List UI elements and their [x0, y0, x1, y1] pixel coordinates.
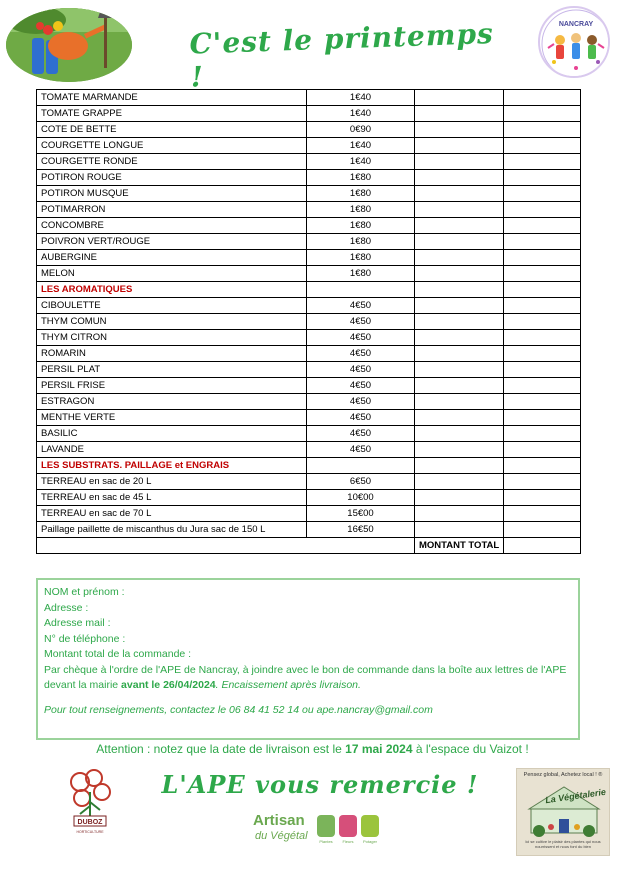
product-price: 1€40	[307, 90, 415, 106]
product-price: 15€00	[307, 506, 415, 522]
artisan-square-label: Plantes	[319, 839, 333, 844]
order-form-box	[36, 578, 580, 740]
product-name: POIVRON VERT/ROUGE	[37, 234, 307, 250]
section-title: LES SUBSTRATS. PAILLAGE et ENGRAIS	[37, 458, 307, 474]
deadline-text: avant le 26/04/2024	[121, 679, 216, 691]
product-name: TOMATE GRAPPE	[37, 106, 307, 122]
product-name: PERSIL PLAT	[37, 362, 307, 378]
quantity-cell[interactable]	[415, 474, 504, 490]
line-total-cell[interactable]	[504, 426, 581, 442]
delivery-notice-suffix: à l'espace du Vaizot !	[415, 742, 529, 756]
product-price: 4€50	[307, 410, 415, 426]
line-total-cell[interactable]	[504, 314, 581, 330]
line-total-cell[interactable]	[504, 506, 581, 522]
table-row	[37, 394, 581, 410]
line-total-cell[interactable]	[504, 522, 581, 538]
table-row	[37, 234, 581, 250]
logo-label: NANCRAY	[558, 21, 594, 28]
children-logo-icon	[540, 8, 610, 78]
product-name: Paillage paillette de miscanthus du Jura sac de 150 L	[37, 522, 307, 538]
contact-info-text: Pour tout renseignements, contactez le 06 84 41 52 14 ou ape.nancray@gmail.com	[44, 703, 433, 716]
product-price	[307, 458, 415, 474]
line-total-cell[interactable]	[504, 138, 581, 154]
section-title: LES AROMATIQUES	[37, 282, 307, 298]
table-row	[37, 90, 581, 106]
email-field-label: Adresse mail :	[44, 617, 111, 629]
product-price: 4€50	[307, 330, 415, 346]
table-row	[37, 170, 581, 186]
phone-field-label: N° de téléphone :	[44, 632, 126, 645]
quantity-cell[interactable]	[415, 154, 504, 170]
line-total-cell[interactable]	[504, 442, 581, 458]
table-row	[37, 186, 581, 202]
line-total-cell[interactable]	[504, 154, 581, 170]
artisan-line2: du Végétal	[255, 830, 308, 842]
product-name: POTIRON MUSQUE	[37, 186, 307, 202]
product-name: TOMATE MARMANDE	[37, 90, 307, 106]
product-name: ROMARIN	[37, 346, 307, 362]
line-total-cell[interactable]	[504, 346, 581, 362]
table-section-row	[37, 458, 581, 474]
product-price: 4€50	[307, 394, 415, 410]
name-field-label: NOM et prénom :	[44, 586, 125, 598]
flower-square-icon	[339, 815, 357, 837]
product-name: LAVANDE	[37, 442, 307, 458]
product-price: 4€50	[307, 346, 415, 362]
product-name: COURGETTE RONDE	[37, 154, 307, 170]
product-price: 4€50	[307, 378, 415, 394]
line-total-cell[interactable]	[504, 266, 581, 282]
page-title: C'est le printemps !	[188, 16, 495, 94]
line-total-cell[interactable]	[504, 490, 581, 506]
quantity-cell[interactable]	[415, 202, 504, 218]
table-row	[37, 442, 581, 458]
table-row	[37, 298, 581, 314]
vegetalerie-bottom-text: Ici se cultive le plaisir des plantes qui nous nourrissent et nous font du bien	[525, 839, 601, 849]
product-price: 4€50	[307, 442, 415, 458]
product-name: POTIRON ROUGE	[37, 170, 307, 186]
product-price: 4€50	[307, 298, 415, 314]
table-row	[37, 250, 581, 266]
order-table	[36, 89, 581, 554]
product-name: PERSIL FRISE	[37, 378, 307, 394]
table-row	[37, 410, 581, 426]
product-price: 4€50	[307, 426, 415, 442]
table-row	[37, 314, 581, 330]
line-total-cell[interactable]	[504, 394, 581, 410]
quantity-cell[interactable]	[415, 186, 504, 202]
payment-text: Par chèque à l'ordre de l'APE de Nancray, à joindre avec le bon de commande dans la boîte aux lettres de l'APE devant la mairie	[44, 663, 567, 691]
product-price: 1€80	[307, 170, 415, 186]
product-name: TERREAU en sac de 20 L	[37, 474, 307, 490]
line-total-cell[interactable]	[504, 122, 581, 138]
vegetalerie-name: La Végétalerie	[544, 786, 607, 806]
product-name: CONCOMBRE	[37, 218, 307, 234]
quantity-cell[interactable]	[415, 426, 504, 442]
garden-illustration-icon	[6, 8, 132, 82]
header-photo-garden	[6, 8, 132, 82]
table-section-row	[37, 282, 581, 298]
delivery-notice	[0, 742, 625, 756]
product-price: 10€00	[307, 490, 415, 506]
artisan-line1: Artisan	[253, 812, 305, 829]
line-total-cell[interactable]	[504, 90, 581, 106]
artisan-square-label: Potager	[362, 839, 377, 844]
table-row	[37, 346, 581, 362]
product-price: 1€40	[307, 106, 415, 122]
quantity-cell[interactable]	[415, 490, 504, 506]
artisan-du-vegetal-logo	[253, 812, 383, 848]
total-row-blank	[37, 538, 415, 554]
product-price: 6€50	[307, 474, 415, 490]
line-total-cell[interactable]	[504, 170, 581, 186]
total-amount-cell[interactable]	[504, 538, 581, 554]
table-row	[37, 426, 581, 442]
table-row	[37, 362, 581, 378]
product-name: BASILIC	[37, 426, 307, 442]
quantity-cell[interactable]	[415, 378, 504, 394]
table-row	[37, 506, 581, 522]
table-row	[37, 122, 581, 138]
order-total-label: Montant total de la commande :	[44, 648, 192, 660]
table-row	[37, 266, 581, 282]
product-name: TERREAU en sac de 45 L	[37, 490, 307, 506]
artisan-square-label: Fleurs	[342, 839, 354, 844]
table-row	[37, 522, 581, 538]
product-name: TERREAU en sac de 70 L	[37, 506, 307, 522]
line-total-cell[interactable]	[504, 458, 581, 474]
table-row	[37, 474, 581, 490]
quantity-cell[interactable]	[415, 394, 504, 410]
product-name: POTIMARRON	[37, 202, 307, 218]
table-row	[37, 218, 581, 234]
table-row	[37, 378, 581, 394]
duboz-sub: HORTICULTURE	[76, 830, 104, 834]
address-field-label: Adresse :	[44, 601, 89, 614]
product-price: 1€80	[307, 266, 415, 282]
product-price: 1€80	[307, 202, 415, 218]
ape-nancray-logo	[538, 6, 610, 78]
quantity-cell[interactable]	[415, 458, 504, 474]
line-total-cell[interactable]	[504, 410, 581, 426]
quantity-cell[interactable]	[415, 410, 504, 426]
product-name: THYM CITRON	[37, 330, 307, 346]
product-price: 1€80	[307, 186, 415, 202]
quantity-cell[interactable]	[415, 138, 504, 154]
quantity-cell[interactable]	[415, 506, 504, 522]
product-price: 4€50	[307, 362, 415, 378]
line-total-cell[interactable]	[504, 362, 581, 378]
product-price: 16€50	[307, 522, 415, 538]
product-price	[307, 282, 415, 298]
table-row	[37, 330, 581, 346]
product-price: 0€90	[307, 122, 415, 138]
product-price: 1€80	[307, 250, 415, 266]
product-name: MENTHE VERTE	[37, 410, 307, 426]
delivery-date: 17 mai 2024	[345, 742, 413, 756]
product-name: COTE DE BETTE	[37, 122, 307, 138]
plant-square-icon	[317, 815, 335, 837]
table-row	[37, 202, 581, 218]
product-name: COURGETTE LONGUE	[37, 138, 307, 154]
line-total-cell[interactable]	[504, 218, 581, 234]
table-row	[37, 490, 581, 506]
vegetalerie-tagline: Pensez global, Achetez local ! ®	[523, 772, 603, 778]
vegetable-square-icon	[361, 815, 379, 837]
quantity-cell[interactable]	[415, 314, 504, 330]
delivery-notice-prefix: Attention : notez que la date de livraison est le	[96, 742, 342, 756]
line-total-cell[interactable]	[504, 186, 581, 202]
quantity-cell[interactable]	[415, 250, 504, 266]
quantity-cell[interactable]	[415, 90, 504, 106]
thanks-message: L'APE vous remercie !	[161, 770, 479, 799]
line-total-cell[interactable]	[504, 106, 581, 122]
quantity-cell[interactable]	[415, 346, 504, 362]
quantity-cell[interactable]	[415, 106, 504, 122]
quantity-cell[interactable]	[415, 362, 504, 378]
line-total-cell[interactable]	[504, 330, 581, 346]
quantity-cell[interactable]	[415, 522, 504, 538]
line-total-cell[interactable]	[504, 250, 581, 266]
line-total-cell[interactable]	[504, 298, 581, 314]
total-row	[37, 538, 581, 554]
vegetalerie-poster	[516, 768, 610, 856]
flower-logo-icon	[60, 768, 120, 840]
quantity-cell[interactable]	[415, 122, 504, 138]
line-total-cell[interactable]	[504, 234, 581, 250]
table-row	[37, 106, 581, 122]
product-price: 1€40	[307, 154, 415, 170]
product-name: THYM COMUN	[37, 314, 307, 330]
quantity-cell[interactable]	[415, 330, 504, 346]
quantity-cell[interactable]	[415, 218, 504, 234]
quantity-cell[interactable]	[415, 282, 504, 298]
quantity-cell[interactable]	[415, 298, 504, 314]
product-name: MELON	[37, 266, 307, 282]
quantity-cell[interactable]	[415, 266, 504, 282]
line-total-cell[interactable]	[504, 474, 581, 490]
line-total-cell[interactable]	[504, 282, 581, 298]
duboz-logo	[60, 768, 120, 840]
line-total-cell[interactable]	[504, 202, 581, 218]
product-name: CIBOULETTE	[37, 298, 307, 314]
quantity-cell[interactable]	[415, 170, 504, 186]
product-price: 1€80	[307, 234, 415, 250]
product-price: 1€40	[307, 138, 415, 154]
product-name: AUBERGINE	[37, 250, 307, 266]
duboz-name: DUBOZ	[77, 819, 103, 826]
total-label: MONTANT TOTAL	[415, 538, 504, 554]
quantity-cell[interactable]	[415, 234, 504, 250]
quantity-cell[interactable]	[415, 442, 504, 458]
product-price: 4€50	[307, 314, 415, 330]
product-price: 1€80	[307, 218, 415, 234]
table-row	[37, 154, 581, 170]
cashing-text: . Encaissement après livraison.	[215, 679, 361, 691]
table-row	[37, 138, 581, 154]
product-name: ESTRAGON	[37, 394, 307, 410]
payment-instructions	[44, 663, 572, 694]
line-total-cell[interactable]	[504, 378, 581, 394]
